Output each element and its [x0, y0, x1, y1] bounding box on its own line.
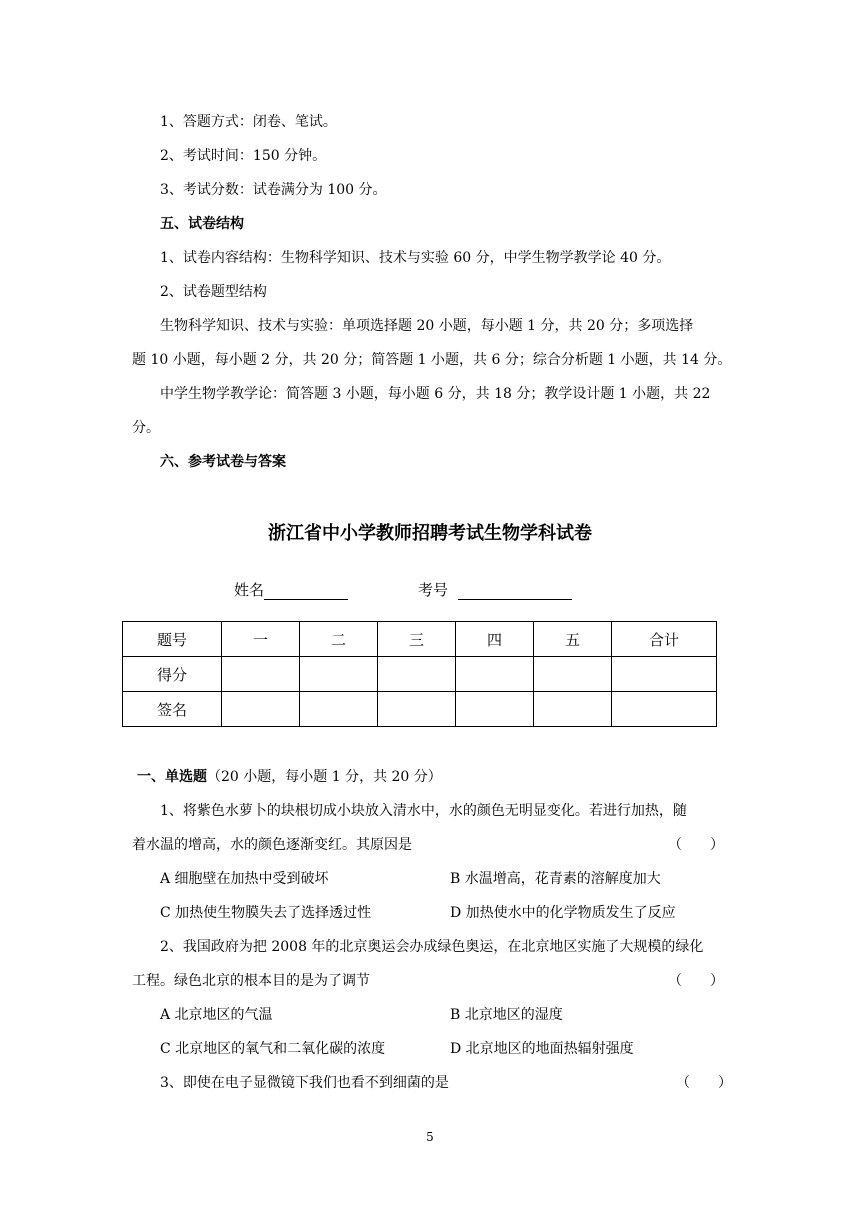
signature-cell	[612, 692, 717, 727]
section5-para2-line2: 分。	[132, 420, 160, 436]
q2-option-a: A 北京地区的气温	[160, 1007, 273, 1023]
section5-heading: 五、试卷结构	[160, 216, 244, 232]
header-cell-5: 五	[534, 622, 612, 657]
signature-cell	[300, 692, 378, 727]
header-cell-total: 合计	[612, 622, 717, 657]
score-cell	[456, 657, 534, 692]
q3-answer-paren: （ ）	[676, 1075, 732, 1091]
q1-option-c: C 加热使生物膜失去了选择透过性	[160, 905, 372, 921]
q2-answer-paren: （ ）	[668, 973, 724, 989]
q1-line1: 1、将紫色水萝卜的块根切成小块放入清水中，水的颜色无明显变化。若进行加热，随	[160, 803, 687, 819]
q1-answer-paren: （ ）	[668, 837, 724, 853]
q2-line2: 工程。绿色北京的根本目的是为了调节	[132, 973, 370, 989]
score-table	[122, 621, 717, 727]
row-label-score: 得分	[123, 657, 222, 692]
signature-cell	[456, 692, 534, 727]
q1-option-a: A 细胞壁在加热中受到破坏	[160, 871, 329, 887]
signature-cell	[378, 692, 456, 727]
header-cell-2: 二	[300, 622, 378, 657]
id-label: 考号	[418, 581, 449, 599]
score-cell	[534, 657, 612, 692]
q1-option-b: B 水温增高，花青素的溶解度加大	[450, 871, 661, 887]
section6-heading: 六、参考试卷与答案	[160, 454, 286, 470]
score-cell	[378, 657, 456, 692]
name-field	[234, 580, 348, 600]
section5-para1-line2: 题 10 小题，每小题 2 分，共 20 分；简答题 1 小题，共 6 分；综合分析题 1 小题，共 14 分。	[132, 352, 732, 368]
score-cell	[612, 657, 717, 692]
section5-para1-line1: 生物科学知识、技术与实验：单项选择题 20 小题，每小题 1 分，共 20 分；多项选择	[160, 318, 694, 334]
header-cell-4: 四	[456, 622, 534, 657]
id-blank	[458, 583, 572, 600]
exam-info-1: 1、答题方式：闭卷、笔试。	[160, 114, 337, 130]
row-label-signature: 签名	[123, 692, 222, 727]
part1-note: （20 小题，每小题 1 分，共 20 分）	[207, 769, 442, 785]
section5-para2-line1: 中学生物学教学论：简答题 3 小题，每小题 6 分，共 18 分；教学设计题 1 小题，共 22	[160, 386, 711, 402]
q2-line1: 2、我国政府为把 2008 年的北京奥运会办成绿色奥运，在北京地区实施了大规模的绿化	[160, 939, 704, 955]
exam-info-3: 3、考试分数：试卷满分为 100 分。	[160, 182, 387, 198]
score-cell	[222, 657, 300, 692]
q1-line2: 着水温的增高，水的颜色逐渐变红。其原因是	[132, 837, 412, 853]
score-table-row-score	[123, 657, 717, 692]
part1-heading: 一、单选题	[137, 769, 207, 785]
q3-line1: 3、即使在电子显微镜下我们也看不到细菌的是	[160, 1075, 449, 1091]
score-cell	[300, 657, 378, 692]
header-cell-1: 一	[222, 622, 300, 657]
section5-item1: 1、试卷内容结构：生物科学知识、技术与实验 60 分，中学生物学教学论 40 分。	[160, 250, 671, 266]
header-cell-3: 三	[378, 622, 456, 657]
q1-option-d: D 加热使水中的化学物质发生了反应	[450, 905, 676, 921]
q2-option-b: B 北京地区的湿度	[450, 1007, 563, 1023]
page-number: 5	[426, 1130, 434, 1144]
part1-heading-line	[137, 767, 442, 787]
name-label: 姓名	[234, 581, 265, 599]
section5-item2: 2、试卷题型结构	[160, 284, 267, 300]
signature-cell	[222, 692, 300, 727]
q2-option-c: C 北京地区的氧气和二氧化碳的浓度	[160, 1041, 386, 1057]
score-table-row-signature	[123, 692, 717, 727]
paper-title: 浙江省中小学教师招聘考试生物学科试卷	[268, 523, 592, 544]
id-field	[418, 580, 572, 600]
signature-cell	[534, 692, 612, 727]
name-blank	[264, 583, 348, 600]
q2-option-d: D 北京地区的地面热辐射强度	[450, 1041, 634, 1057]
score-table-header-row	[123, 622, 717, 657]
header-cell-label: 题号	[123, 622, 222, 657]
exam-info-2: 2、考试时间：150 分钟。	[160, 148, 327, 164]
